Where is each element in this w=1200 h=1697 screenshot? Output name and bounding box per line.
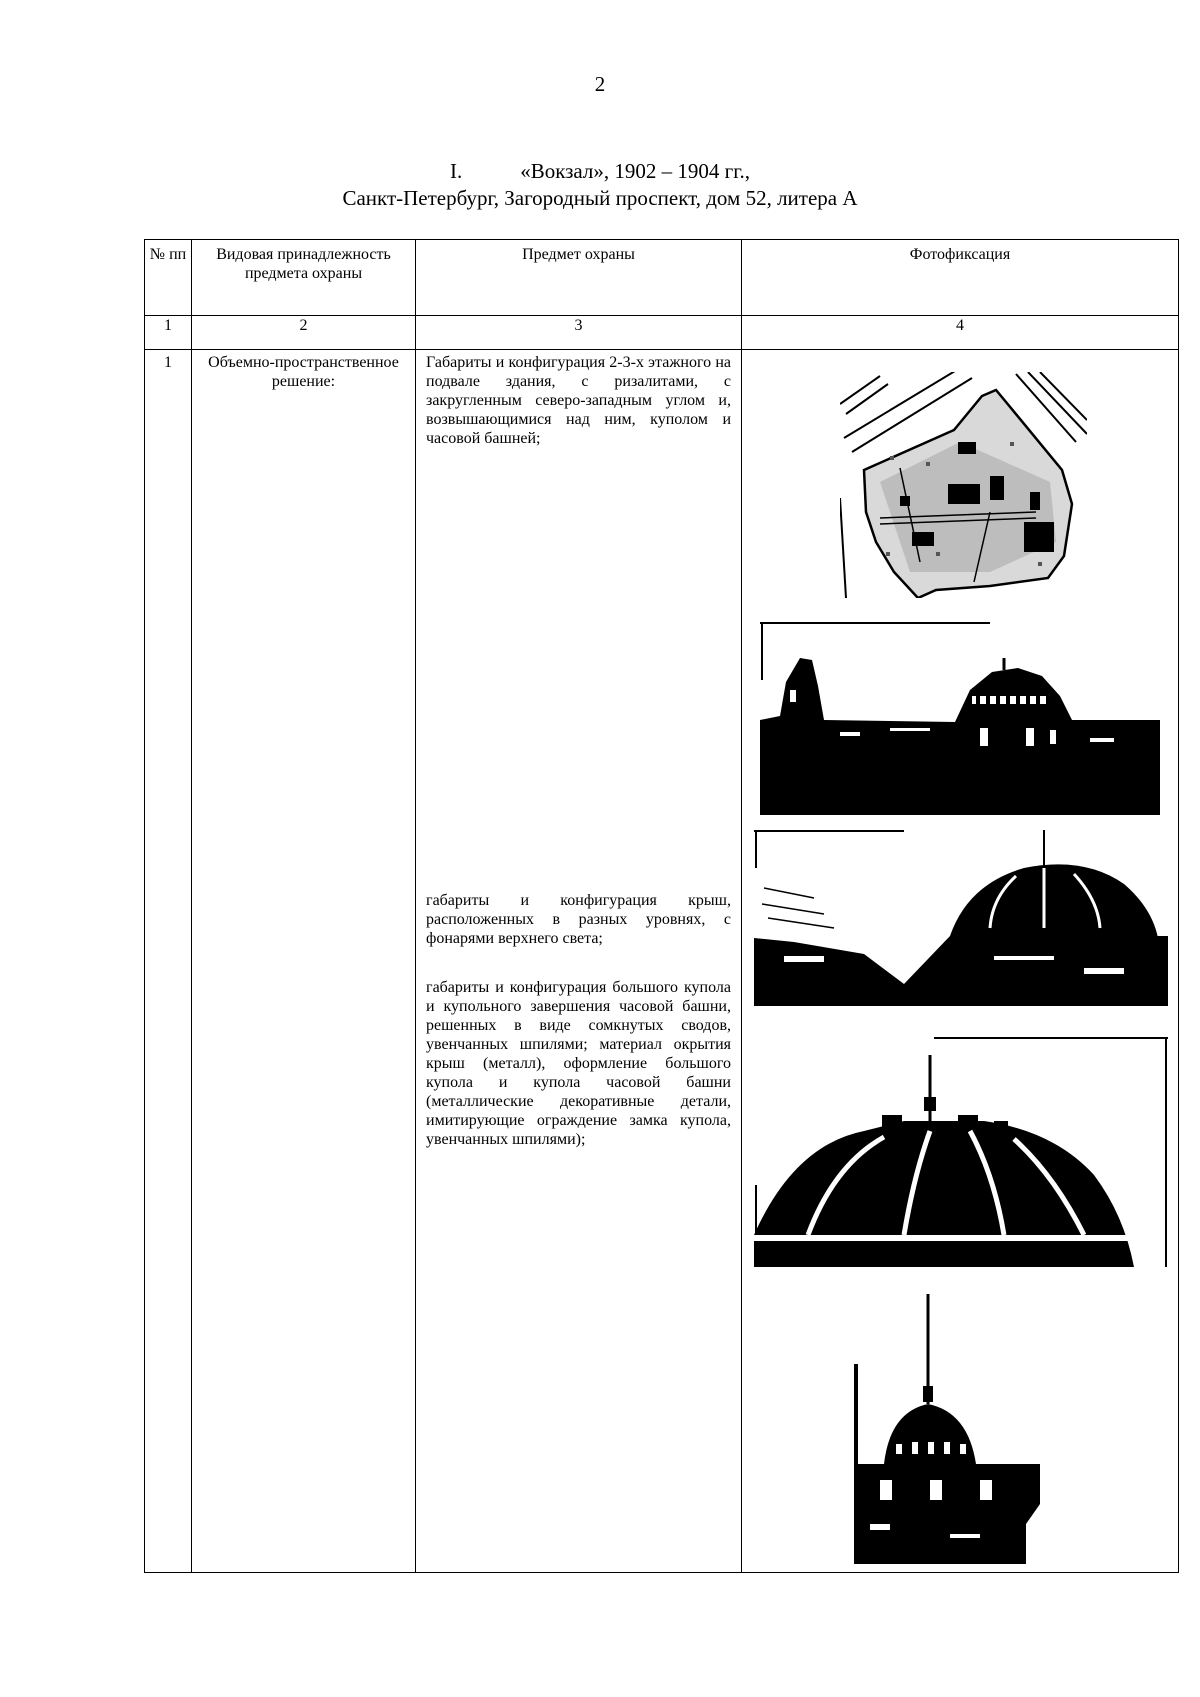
subject-paragraph: Габариты и конфигурация 2-3-х этажного на подвале здания, с ризалитами, с закругленным северо-западным углом и, возвышающимися над ним, куполом и часовой башней;	[426, 354, 731, 447]
section-title	[0, 159, 1200, 184]
table-row	[145, 350, 1179, 1573]
row-kind: Объемно-пространственное решение:	[192, 350, 416, 1573]
table-header-row	[145, 240, 1179, 316]
header-number: № пп	[145, 240, 192, 316]
header-kind: Видовая принадлежность предмета охраны	[192, 240, 416, 316]
column-number: 4	[742, 316, 1179, 350]
row-number: 1	[145, 350, 192, 1573]
large-dome-photo	[754, 1035, 1168, 1267]
header-photo: Фотофиксация	[742, 240, 1179, 316]
protection-table	[144, 239, 1179, 1573]
subject-paragraph: габариты и конфигурация большого купола и купольного завершения часовой башни, решенных в виде сомкнутых сводов, увенчанных шпилями; материал окрытия крыш (металл), оформление большого купола и купола часовой башни (металлические декоративные детали, имитирующие ограждение замка купола, увенчанных шпилями);	[426, 979, 731, 1148]
section-numeral: I.	[449, 159, 463, 183]
clock-tower-photo	[850, 1294, 1064, 1564]
column-number: 1	[145, 316, 192, 350]
site-plan-photo	[840, 372, 1087, 598]
station-facade-photo	[760, 620, 1160, 815]
subject-paragraph: габариты и конфигурация крыш, расположенных в разных уровнях, с фонарями верхнего света;	[426, 892, 731, 947]
page-number: 2	[594, 72, 606, 96]
column-number: 3	[416, 316, 742, 350]
section-address: Санкт-Петербург, Загородный проспект, дом 52, литера А	[342, 186, 858, 210]
header-subject: Предмет охраны	[416, 240, 742, 316]
row-photos	[742, 350, 1179, 1573]
column-number: 2	[192, 316, 416, 350]
roofs-dome-photo	[754, 828, 1168, 1006]
column-number-row	[145, 316, 1179, 350]
section-title-text: «Вокзал», 1902 – 1904 гг.,	[520, 159, 751, 183]
row-subject	[416, 350, 742, 1573]
